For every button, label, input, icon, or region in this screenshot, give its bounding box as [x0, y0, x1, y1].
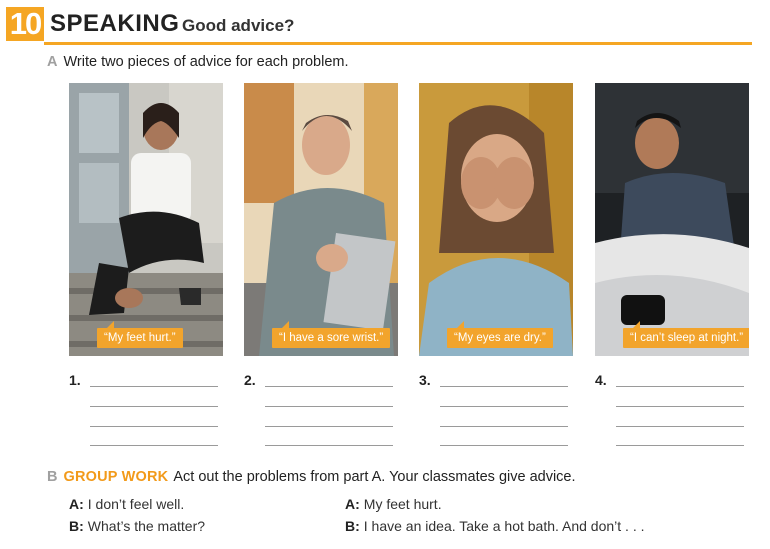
speaker-label: A: — [345, 496, 360, 512]
speaker-label: A: — [69, 496, 84, 512]
dialogue-text: What’s the matter? — [87, 518, 206, 534]
section-subtitle: Good advice? — [182, 16, 295, 35]
answer-line[interactable] — [616, 426, 744, 427]
woman-rubbing-eyes-illustration — [419, 83, 573, 356]
answer-line[interactable] — [90, 406, 218, 407]
part-b-text: Act out the problems from part A. Your classmates give advice. — [173, 469, 576, 485]
answer-line[interactable] — [440, 445, 568, 446]
dialogue-text: I have an idea. Take a hot bath. And don’t . . . — [363, 518, 645, 534]
dialogue-line — [345, 518, 645, 534]
answer-line[interactable] — [265, 406, 393, 407]
photo-sore-wrist — [244, 83, 398, 356]
group-work-label: GROUP WORK — [63, 469, 169, 485]
unit-number: 10 — [6, 7, 44, 41]
answer-line[interactable] — [265, 386, 393, 387]
answer-line[interactable] — [90, 445, 218, 446]
answer-line[interactable] — [90, 426, 218, 427]
part-b-label: B — [47, 469, 58, 485]
woman-sitting-on-stairs-illustration — [69, 83, 223, 356]
answer-line[interactable] — [440, 426, 568, 427]
caption-bubble: “I have a sore wrist.” — [272, 328, 390, 348]
dialogue-text: I don’t feel well. — [87, 496, 185, 512]
answer-number-3: 3. — [419, 372, 431, 388]
caption-bubble: “My eyes are dry.” — [447, 328, 553, 348]
part-b-instruction — [47, 469, 576, 485]
photo-feet-hurt — [69, 83, 223, 356]
part-a-text: Write two pieces of advice for each problem. — [63, 54, 349, 70]
photo-cant-sleep — [595, 83, 749, 356]
part-a-label: A — [47, 54, 58, 70]
header-rule — [44, 42, 752, 45]
answer-number-1: 1. — [69, 372, 81, 388]
answer-number-4: 4. — [595, 372, 607, 388]
man-awake-in-bed-illustration — [595, 83, 749, 356]
answer-line[interactable] — [90, 386, 218, 387]
speaker-label: B: — [69, 518, 84, 534]
section-header — [0, 0, 770, 48]
man-at-laptop-illustration — [244, 83, 398, 356]
answer-line[interactable] — [440, 386, 568, 387]
answer-line[interactable] — [265, 426, 393, 427]
answer-line[interactable] — [440, 406, 568, 407]
caption-bubble: “I can’t sleep at night.” — [623, 328, 749, 348]
answer-line[interactable] — [616, 445, 744, 446]
answer-line[interactable] — [616, 406, 744, 407]
dialogue-line — [345, 496, 442, 512]
answer-number-2: 2. — [244, 372, 256, 388]
speaker-label: B: — [345, 518, 360, 534]
answer-line[interactable] — [265, 445, 393, 446]
dialogue-text: My feet hurt. — [363, 496, 442, 512]
dialogue-line — [69, 496, 184, 512]
part-a-instruction — [47, 54, 349, 70]
caption-bubble: “My feet hurt.” — [97, 328, 183, 348]
answer-line[interactable] — [616, 386, 744, 387]
photo-dry-eyes — [419, 83, 573, 356]
section-title: SPEAKING — [50, 10, 180, 37]
dialogue-line — [69, 518, 205, 534]
